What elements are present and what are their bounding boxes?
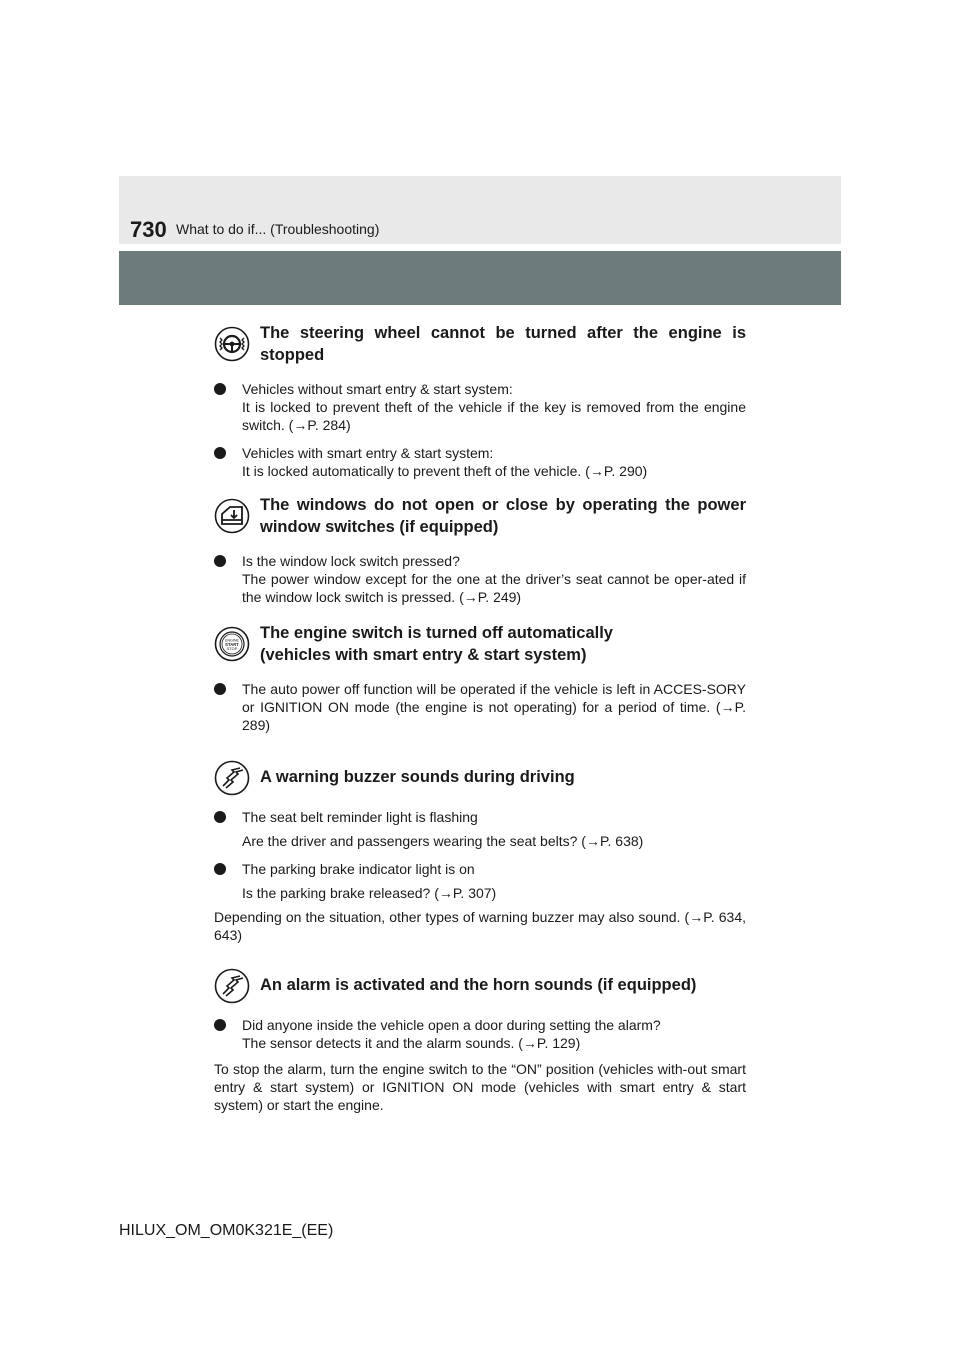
topic-title-line: The engine switch is turned off automatically (260, 624, 613, 642)
topic-title (260, 622, 746, 666)
topic-steering (214, 322, 746, 366)
list-item: The auto power off function will be operated if the vehicle is left in ACCES-SORY or IGNITION ON mode (the engine is not operating) for a period of time. (→P. 289) (214, 680, 746, 734)
list-item: Did anyone inside the vehicle open a door during setting the alarm? The sensor detects it and the alarm sounds. (→P. 129) (214, 1016, 746, 1052)
bullet-list (214, 1016, 746, 1052)
topic-title: The steering wheel cannot be turned after the engine is stopped (260, 324, 746, 364)
topic-title: An alarm is activated and the horn sounds (if equipped) (260, 976, 697, 994)
list-item: Vehicles with smart entry & start system: It is locked automatically to prevent theft of the vehicle. (→P. 290) (214, 444, 746, 480)
topic-warning-buzzer (214, 756, 746, 788)
section-title: What to do if... (Troubleshooting) (176, 221, 380, 237)
bullet-list (214, 680, 746, 734)
steering-lock-icon (214, 326, 250, 362)
bullet-list (214, 380, 746, 480)
topic-alarm (214, 964, 746, 996)
bullet-list (214, 808, 746, 902)
engine-start-stop-icon (214, 626, 250, 662)
icon-text-stop: STOP (226, 646, 238, 651)
topic-engine-switch (214, 622, 746, 666)
alarm-horn-icon (214, 968, 250, 1004)
list-item: Vehicles without smart entry & start system: It is locked to prevent theft of the vehicle if the key is removed from the engine switch. (→P. 284) (214, 380, 746, 434)
header-dark-band (119, 251, 841, 305)
topic-title: A warning buzzer sounds during driving (260, 768, 575, 786)
icon-text-start: START (225, 641, 239, 647)
list-item: The seat belt reminder light is flashing Are the driver and passengers wearing the seat belts? (→P. 638) (214, 808, 746, 850)
power-window-icon (214, 498, 250, 534)
list-item: The parking brake indicator light is on Is the parking brake released? (→P. 307) (214, 860, 746, 902)
warning-buzzer-icon (214, 760, 250, 796)
page-content (214, 318, 746, 1124)
icon-text-engine: ENGINE (225, 638, 239, 643)
note-paragraph: To stop the alarm, turn the engine switch to the “ON” position (vehicles with-out smart entry & start system) or IGNITION ON mode (vehicles with smart entry & start system) or start the engine. (214, 1061, 746, 1113)
document-code: HILUX_OM_OM0K321E_(EE) (119, 1222, 334, 1239)
list-item: Is the window lock switch pressed? The power window except for the one at the driver’s seat cannot be oper-ated if the window lock switch is pressed. (→P. 249) (214, 552, 746, 606)
bullet-list (214, 552, 746, 606)
topic-title-line: (vehicles with smart entry & start system) (260, 646, 587, 664)
topic-windows (214, 494, 746, 538)
note-paragraph: Depending on the situation, other types of warning buzzer may also sound. (→P. 634, 643) (214, 909, 746, 943)
page-number: 730 (130, 217, 167, 242)
topic-title: The windows do not open or close by operating the power window switches (if equipped) (260, 496, 746, 536)
